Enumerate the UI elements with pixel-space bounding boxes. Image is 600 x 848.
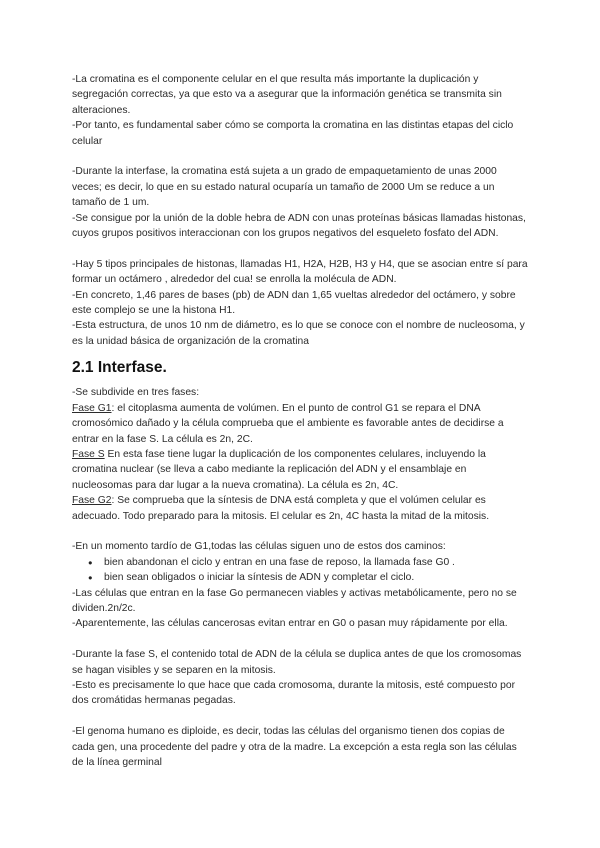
phase-g2-paragraph bbox=[72, 493, 528, 524]
paragraph: -La cromatina es el componente celular en el que resulta más importante la duplicación y segregación correctas, ya que esto va a asegurar que la información genética se transmita sin alteraciones. bbox=[72, 74, 502, 116]
paragraph: -En un momento tardío de G1,todas las células siguen uno de estos dos caminos: bbox=[72, 541, 446, 553]
paragraph: -Esto es precisamente lo que hace que cada cromosoma, durante la mitosis, esté compuesto por dos cromátidas hermanas pegadas. bbox=[72, 679, 515, 707]
bullet-item: ● bien abandonan el ciclo y entran en una fase de reposo, la llamada fase G0 . bbox=[94, 555, 528, 570]
phase-s-paragraph bbox=[72, 447, 528, 493]
bullet-item: ● bien sean obligados o iniciar la síntesis de ADN y completar el ciclo. bbox=[94, 570, 528, 585]
paragraph: -Durante la interfase, la cromatina está sujeta a un grado de empaquetamiento de unas 2000 veces; es decir, lo que en su estado natural ocuparía un tamaño de 2000 Um se reduce a un tamaño de 1 um. bbox=[72, 166, 497, 209]
phase-g2-text: : Se comprueba que la síntesis de DNA está completa y que el volúmen celular es adecuado. Todo preparado para la mitosis. El celular es 2n, 4C hasta la mitad de la mitosis. bbox=[72, 495, 490, 522]
phase-s-text: En esta fase tiene lugar la duplicación de los componentes celulares, incluyendo la cromatina nuclear (se lleva a cabo mediante la replicación del ADN y el ensamblaje en nucleosomas para dar lugar a la nueva cromatina). La célula es 2n, 4C. bbox=[72, 448, 486, 491]
paragraph: -El genoma humano es diploide, es decir, todas las células del organismo tienen dos copias de cada gen, una procedente del padre y otra de la madre. La excepción a esta regla son las células de la línea germinal bbox=[72, 726, 517, 768]
paragraph: -Por tanto, es fundamental saber cómo se comporta la cromatina en las distintas etapas del ciclo celular bbox=[72, 120, 514, 147]
paragraph: -Aparentemente, las células cancerosas evitan entrar en G0 o pasan muy rápidamente por ella. bbox=[72, 618, 508, 630]
paragraph: -Se consigue por la unión de la doble hebra de ADN con unas proteínas básicas llamadas histonas, cuyos grupos positivos interaccionan con los grupos negativos del esqueleto fosfato del ADN. bbox=[72, 212, 526, 240]
section-heading: 2.1 Interfase. bbox=[72, 359, 167, 377]
phase-s-label: Fase S bbox=[72, 448, 105, 460]
paragraph: -Las células que entran en la fase Go permanecen viables y activas metabólicamente, pero no se dividen.2n/2c. bbox=[72, 587, 517, 614]
paragraph: -Se subdivide en tres fases: bbox=[72, 387, 200, 399]
phase-g1-paragraph bbox=[72, 401, 528, 447]
phase-g1-text: : el citoplasma aumenta de volúmen. En el punto de control G1 se repara el DNA cromosómico dañado y la célula comprueba que el ambiente es favorable antes de decidirse a entrar en la fase S. La célula es 2n, 2C. bbox=[72, 402, 504, 445]
paragraph: -En concreto, 1,46 pares de bases (pb) de ADN dan 1,65 vueltas alrededor del octámero, y sobre este complejo se une la histona H1. bbox=[72, 289, 516, 317]
phase-g1-label: Fase G1 bbox=[72, 402, 112, 414]
paragraph: -Esta estructura, de unos 10 nm de diámetro, es lo que se conoce con el nombre de nucleosoma, y es la unidad básica de organización de la cromatina bbox=[72, 320, 525, 347]
paragraph: -Durante la fase S, el contenido total de ADN de la célula se duplica antes de que los cromosomas se hagan visibles y se separen en la mitosis. bbox=[72, 649, 522, 676]
paragraph: -Hay 5 tipos principales de histonas, llamadas H1, H2A, H2B, H3 y H4, que se asocian entre sí para formar un octámero , alrededor del cua! se enrolla la molécula de ADN. bbox=[72, 258, 528, 286]
bullet-list bbox=[72, 555, 528, 586]
phase-g2-label: Fase G2 bbox=[72, 495, 112, 507]
